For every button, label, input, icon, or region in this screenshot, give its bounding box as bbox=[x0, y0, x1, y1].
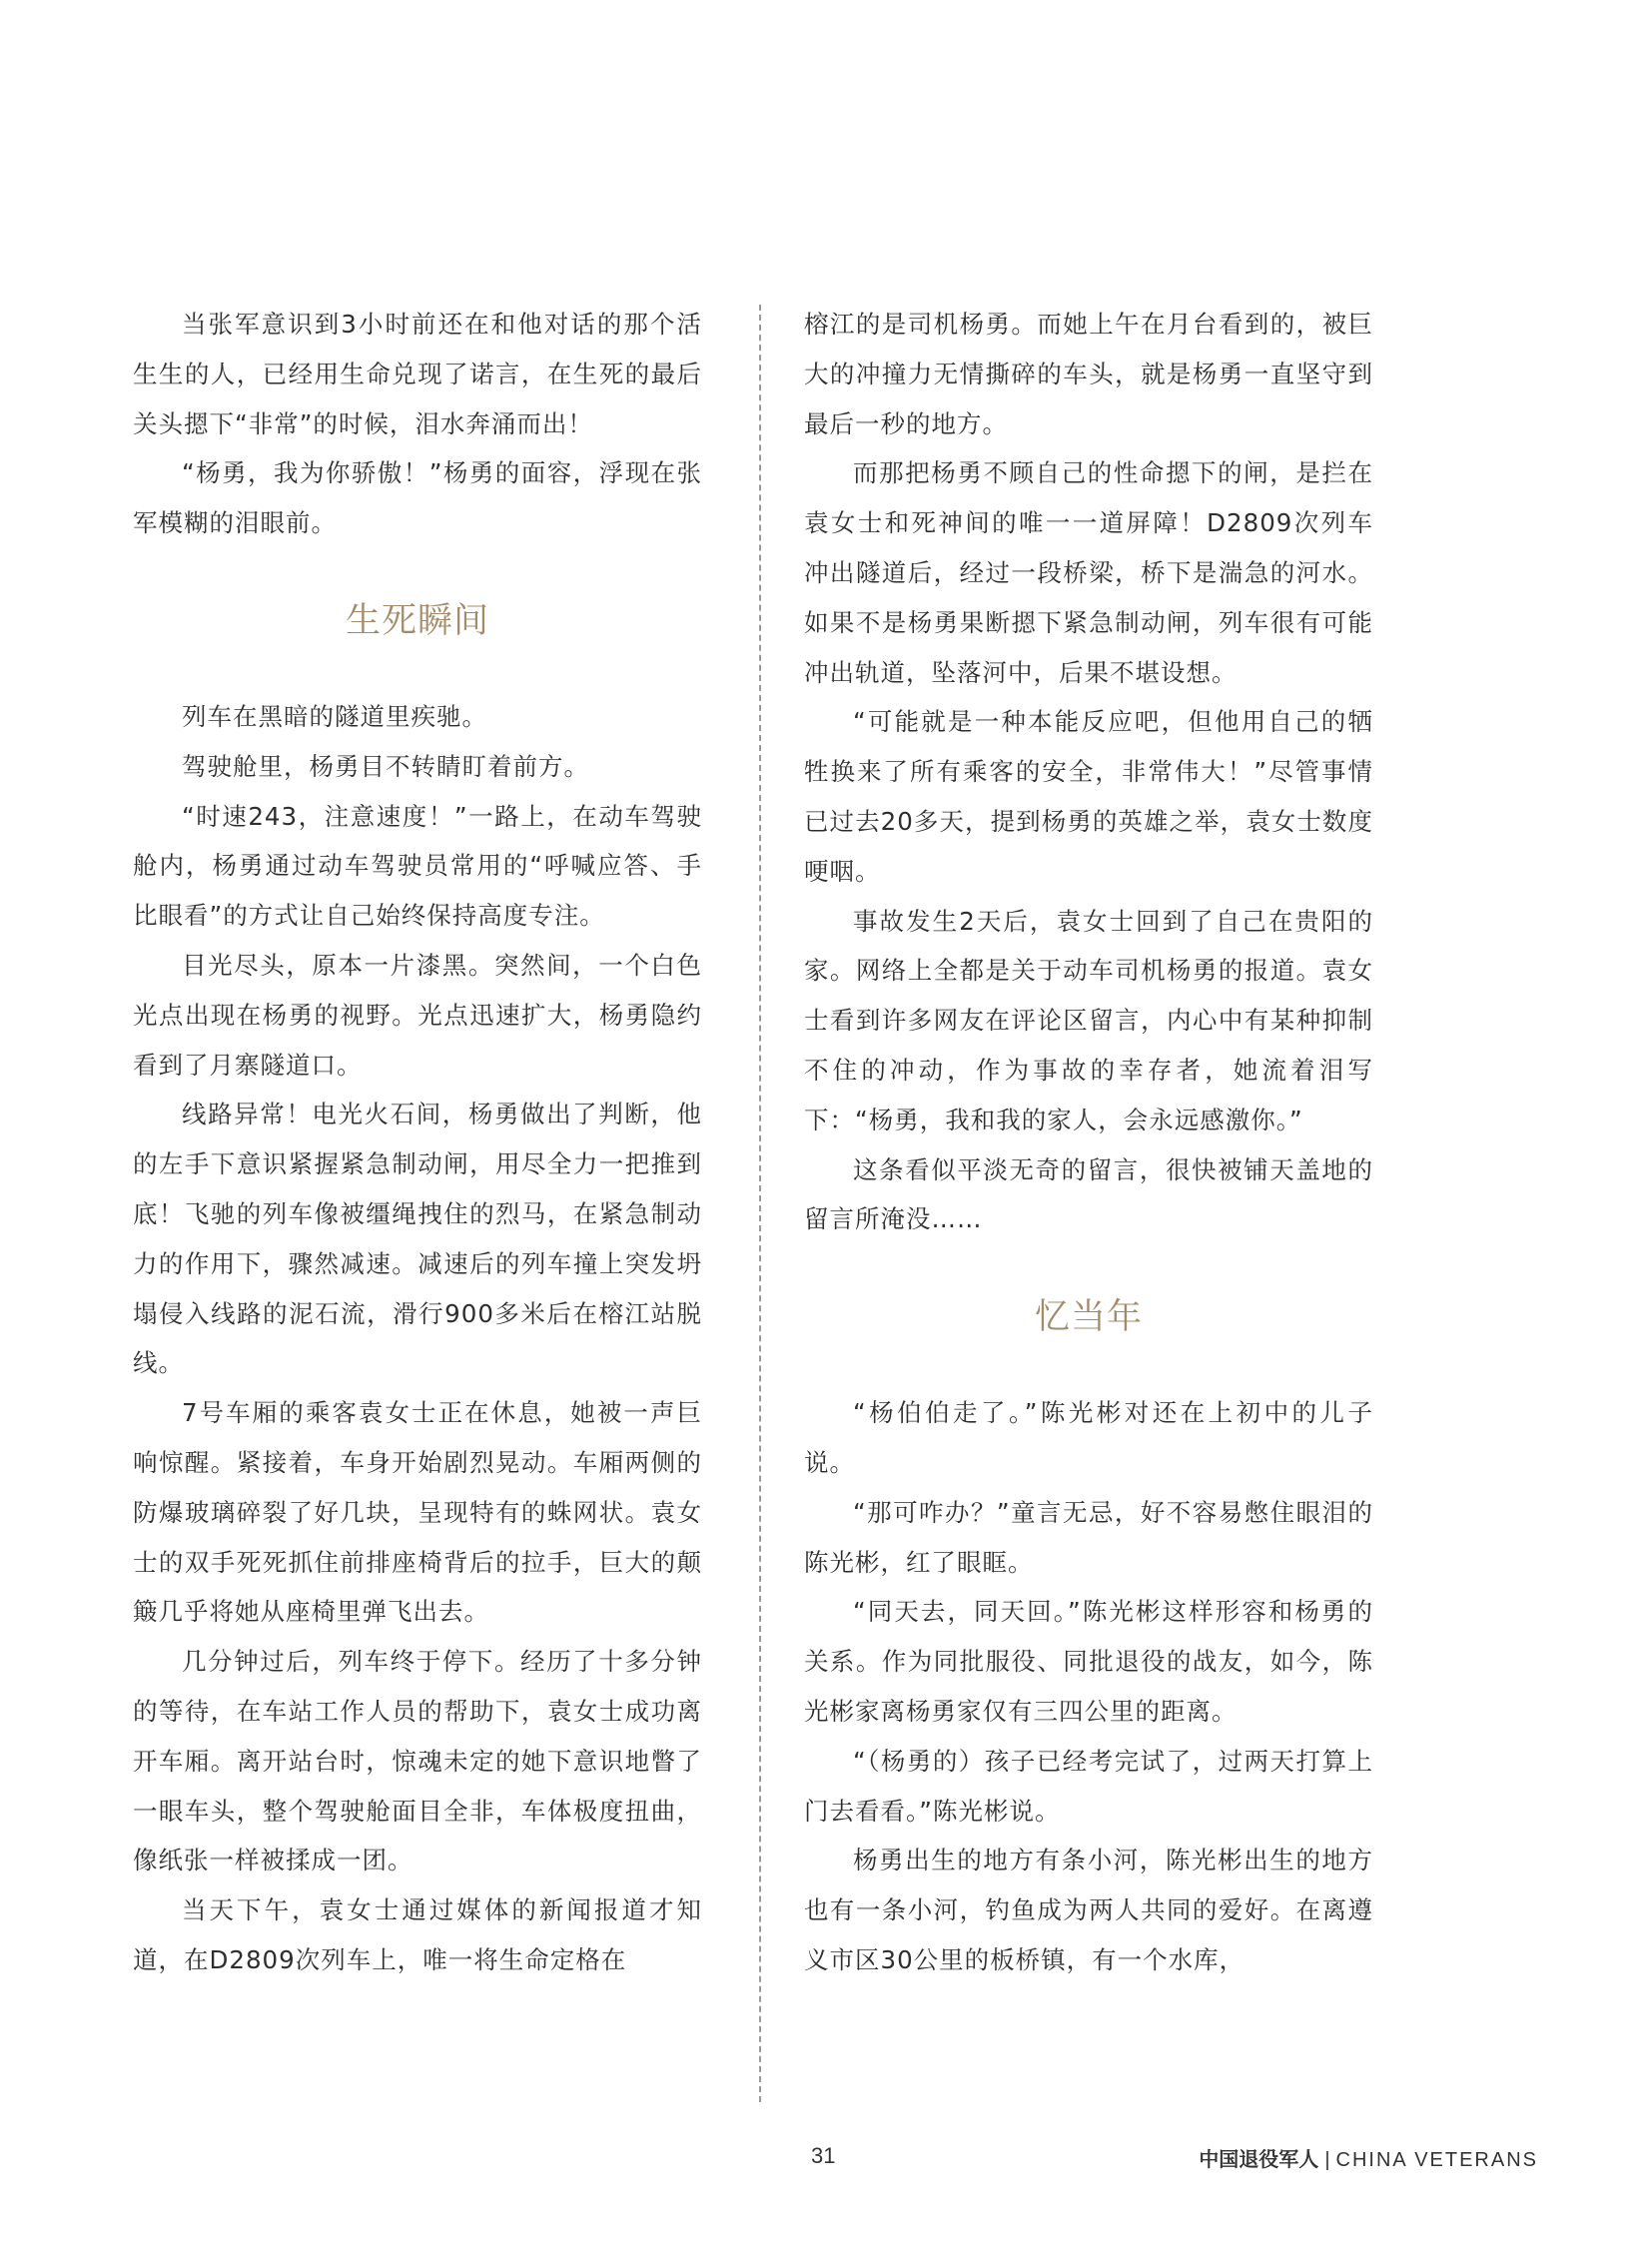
paragraph: 榕江的是司机杨勇。而她上午在月台看到的，被巨大的冲撞力无情撕碎的车头，就是杨勇一直坚守到最后一秒的地方。 bbox=[804, 310, 1373, 438]
magazine-name-en: CHINA VETERANS bbox=[1335, 2149, 1538, 2171]
section-heading: 生死瞬间 bbox=[345, 600, 489, 641]
footer-separator: | bbox=[1324, 2149, 1330, 2171]
paragraph: 当天下午，袁女士通过媒体的新闻报道才知道，在D2809次列车上，唯一将生命定格在 bbox=[133, 1895, 702, 1974]
paragraph: “那可咋办？”童言无忌，好不容易憋住眼泪的陈光彬，红了眼眶。 bbox=[804, 1497, 1373, 1577]
paragraph: 这条看似平淡无奇的留言，很快被铺天盖地的留言所淹没…… bbox=[804, 1154, 1373, 1234]
section-heading: 忆当年 bbox=[1034, 1297, 1143, 1338]
paragraph: “杨伯伯走了。”陈光彬对还在上初中的儿子说。 bbox=[804, 1398, 1373, 1477]
left-column bbox=[133, 300, 702, 1985]
magazine-name-cn: 中国退役军人 bbox=[1199, 2149, 1319, 2171]
paragraph: 当张军意识到3小时前还在和他对话的那个活生生的人，已经用生命兑现了诺言，在生死的最后关头摁下“非常”的时候，泪水奔涌而出！ bbox=[133, 310, 702, 438]
paragraph: 7号车厢的乘客袁女士正在休息，她被一声巨响惊醒。紧接着，车身开始剧烈晃动。车厢两侧的防爆玻璃碎裂了好几块，呈现特有的蛛网状。袁女士的双手死死抓住前排座椅背后的拉手，巨大的颠簸几乎将她从座椅里弹飞出去。 bbox=[133, 1398, 702, 1627]
paragraph: “（杨勇的）孩子已经考完试了，过两天打算上门去看看。”陈光彬说。 bbox=[804, 1746, 1373, 1826]
paragraph: “可能就是一种本能反应吧，但他用自己的牺牲换来了所有乘客的安全，非常伟大！”尽管事情已过去20多天，提到杨勇的英雄之举，袁女士数度哽咽。 bbox=[804, 707, 1373, 886]
paragraph: 杨勇出生的地方有条小河，陈光彬出生的地方也有一条小河，钓鱼成为两人共同的爱好。在离遵义市区30公里的板桥镇，有一个水库， bbox=[804, 1846, 1373, 1974]
paragraph: 线路异常！电光火石间，杨勇做出了判断，他的左手下意识紧握紧急制动闸，用尽全力一把推到底！飞驰的列车像被缰绳拽住的烈马，在紧急制动力的作用下，骤然减速。减速后的列车撞上突发坍塌侵入线路的泥石流，滑行900多米后在榕江站脱线。 bbox=[133, 1100, 702, 1378]
paragraph: 目光尽头，原本一片漆黑。突然间，一个白色光点出现在杨勇的视野。光点迅速扩大，杨勇隐约看到了月寨隧道口。 bbox=[133, 950, 702, 1080]
paragraph: “杨勇，我为你骄傲！”杨勇的面容，浮现在张军模糊的泪眼前。 bbox=[133, 458, 702, 538]
column-divider bbox=[759, 305, 761, 2102]
right-column bbox=[804, 300, 1373, 1985]
paragraph: 驾驶舱里，杨勇目不转睛盯着前方。 bbox=[182, 751, 589, 781]
paragraph: “时速243，注意速度！”一路上，在动车驾驶舱内，杨勇通过动车驾驶员常用的“呼喊应答、手比眼看”的方式让自己始终保持高度专注。 bbox=[133, 801, 702, 931]
paragraph: “同天去，同天回。”陈光彬这样形容和杨勇的关系。作为同批服役、同批退役的战友，如今，陈光彬家离杨勇家仅有三四公里的距离。 bbox=[804, 1597, 1373, 1726]
magazine-name bbox=[1199, 2143, 1538, 2172]
page-number: 31 bbox=[811, 2143, 836, 2168]
paragraph: 几分钟过后，列车终于停下。经历了十多分钟的等待，在车站工作人员的帮助下，袁女士成功离开车厢。离开站台时，惊魂未定的她下意识地瞥了一眼车头，整个驾驶舱面目全非，车体极度扭曲，像纸张一样被揉成一团。 bbox=[133, 1647, 702, 1875]
paragraph: 列车在黑暗的隧道里疾驰。 bbox=[182, 701, 487, 731]
paragraph: 事故发生2天后，袁女士回到了自己在贵阳的家。网络上全都是关于动车司机杨勇的报道。袁女士看到许多网友在评论区留言，内心中有某种抑制不住的冲动，作为事故的幸存者，她流着泪写下：“杨勇，我和我的家人，会永远感激你。” bbox=[804, 906, 1373, 1134]
paragraph: 而那把杨勇不顾自己的性命摁下的闸，是拦在袁女士和死神间的唯一一道屏障！D2809次列车冲出隧道后，经过一段桥梁，桥下是湍急的河水。如果不是杨勇果断摁下紧急制动闸，列车很有可能冲出轨道，坠落河中，后果不堪设想。 bbox=[804, 458, 1373, 687]
